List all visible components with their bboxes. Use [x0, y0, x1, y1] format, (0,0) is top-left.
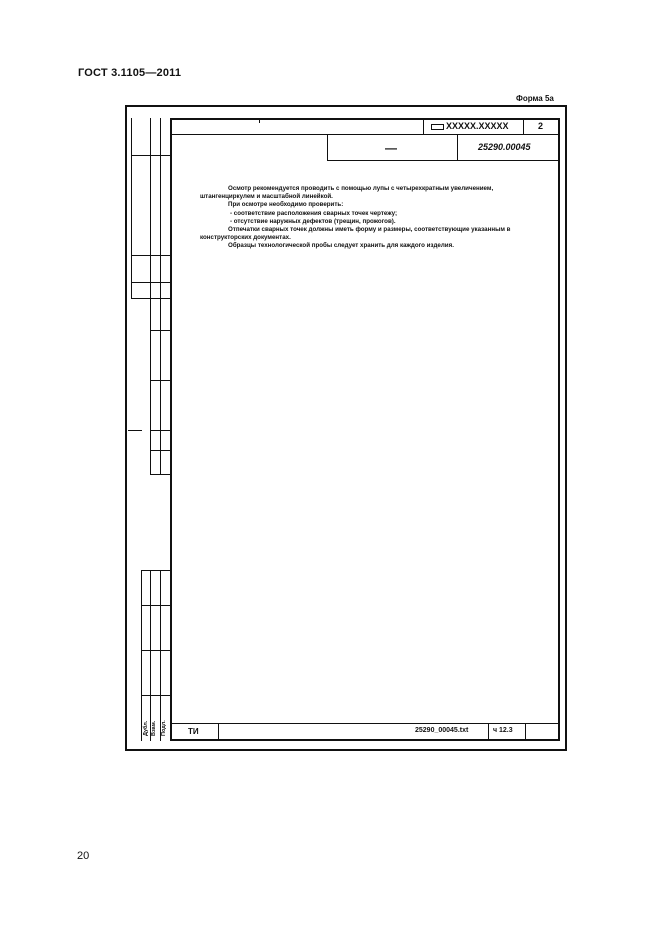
stamp-line	[141, 605, 170, 606]
margin-line	[150, 430, 170, 431]
instruction-paragraph: - соответствие расположения сварных точек чертежу;	[230, 209, 398, 217]
instruction-paragraph: Образцы технологической пробы следует хранить для каждого изделия.	[228, 242, 454, 250]
title-dash: —	[385, 141, 397, 155]
margin-line	[150, 380, 170, 381]
stamp-line	[150, 570, 151, 741]
margin-line	[131, 118, 132, 298]
margin-line	[150, 450, 170, 451]
title-row-line	[170, 134, 560, 135]
stamp-line	[141, 570, 142, 741]
margin-line	[131, 282, 170, 283]
side-label-vzam: Взам.	[151, 720, 157, 736]
title-col-line	[523, 118, 524, 135]
page-number: 20	[77, 850, 90, 862]
standard-header: ГОСТ 3.1105—2011	[78, 67, 182, 79]
doc-type: ТИ	[188, 727, 199, 736]
side-label-podl: Подл.	[161, 720, 167, 736]
margin-line	[150, 474, 170, 475]
margin-line	[150, 330, 170, 331]
sheet-number: 2	[538, 121, 544, 131]
margin-line	[160, 118, 161, 474]
stamp-line	[141, 570, 170, 571]
margin-line	[131, 155, 170, 156]
stamp-line	[141, 650, 170, 651]
footer-col-line	[488, 723, 489, 741]
footer-col-line	[218, 723, 219, 741]
document-icon	[431, 124, 444, 130]
margin-line	[128, 430, 142, 431]
title-col-line	[457, 134, 458, 161]
instruction-paragraph: Отпечатки сварных точек должны иметь форму и размеры, соответствующие указанным в конструкторских документах.	[200, 226, 511, 242]
margin-line	[150, 118, 151, 474]
margin-line	[131, 255, 170, 256]
title-col-line	[327, 134, 328, 161]
instruction-text	[200, 185, 540, 251]
doc-code: XXXXX.XXXXX	[446, 121, 509, 131]
stamp-line	[160, 570, 161, 741]
side-label-dubl: Дубл.	[143, 720, 149, 736]
margin-line	[131, 298, 170, 299]
title-col-line	[423, 118, 424, 135]
instruction-paragraph: Осмотр рекомендуется проводить с помощью лупы с четырехкратным увеличением, штангенциркулем и масштабной линейкой.	[200, 185, 494, 201]
stamp-line	[141, 695, 170, 696]
footer-col-line	[525, 723, 526, 741]
file-name: 25290_00045.txt	[415, 727, 469, 734]
doc-code-cell	[431, 121, 509, 131]
form-label: Форма 5а	[516, 94, 554, 103]
title-row-line	[327, 160, 560, 161]
instruction-paragraph: - отсутствие наружных дефектов (трещин, прожогов).	[230, 217, 396, 225]
detail-number: 25290.00045	[478, 142, 531, 152]
footer-row-line	[170, 723, 560, 724]
format-label: ч 12.3	[493, 727, 513, 734]
instruction-paragraph: При осмотре необходимо проверить:	[228, 201, 344, 209]
title-tick	[259, 118, 260, 123]
